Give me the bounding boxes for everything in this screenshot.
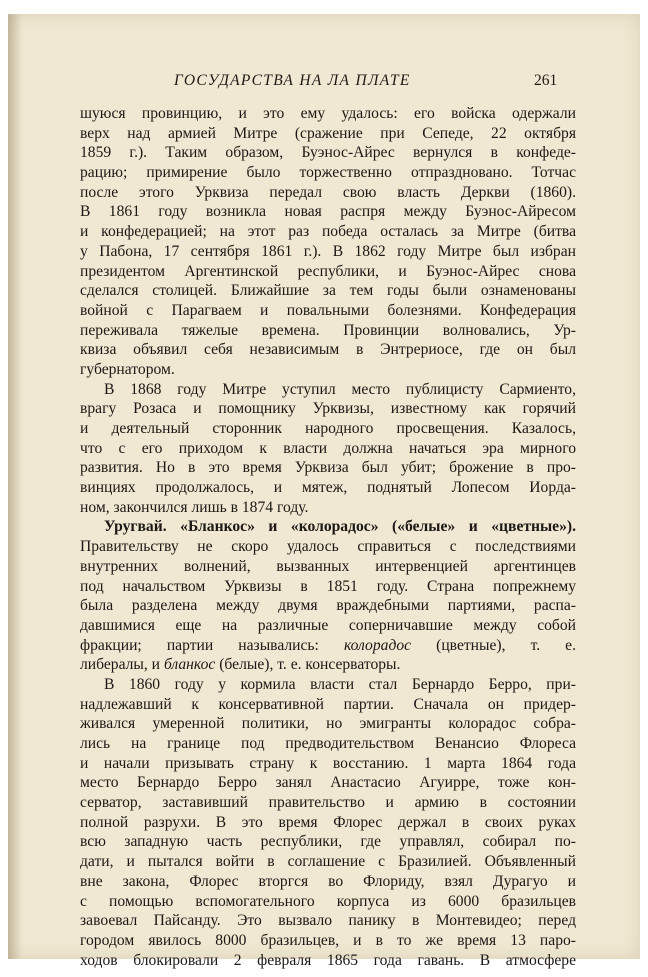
text-line: переживала тяжелые времена. Провинции волновались, Ур- bbox=[80, 321, 576, 339]
text-segment: (белые), т. е. консерваторы. bbox=[215, 656, 401, 674]
section-heading: Уругвай. «Бланкос» и «колорадос» («белые» и «цветные»). bbox=[104, 518, 576, 536]
text-line: врагу Розаса и помощнику Урквизы, известному как горячий bbox=[80, 400, 576, 418]
text-line: после этого Урквиза передал свою власть Деркви (1860). bbox=[80, 183, 576, 201]
text-line: надлежавший к консервативной партии. Сначала он придер- bbox=[80, 695, 576, 713]
italic-term: колорадос bbox=[343, 636, 412, 654]
text-segment: либералы, и bbox=[80, 656, 164, 674]
book-page bbox=[8, 14, 640, 969]
text-line: шуюся провинцию, и это ему удалось: его войска одержали bbox=[80, 105, 576, 122]
page-header bbox=[8, 72, 640, 96]
text-line: квиза объявил себя независимым в Энтрериосе, где он был bbox=[80, 341, 576, 359]
text-line: внутренних волнений, вызванных интервенцией аргентинцев bbox=[80, 557, 576, 575]
text-segment: (цветные), т. е. bbox=[411, 636, 577, 654]
text-segment: фракции; партии назывались: bbox=[80, 636, 344, 654]
running-title: ГОСУДАРСТВА НА ЛА ПЛАТЕ bbox=[174, 72, 411, 89]
text-line: серватор, заставивший правительство и армию в состоянии bbox=[80, 794, 576, 812]
text-line: сделался столицей. Ближайшие за тем годы были ознаменованы bbox=[80, 282, 576, 300]
text-line: дати, и пытался войти в соглашение с Бразилией. Объявленный bbox=[80, 853, 576, 871]
text-line: В 1861 году возникла новая распря между Буэнос-Айресом bbox=[80, 203, 576, 221]
text-line: давшимися еще на различные соперничавшие между собой bbox=[80, 616, 576, 634]
page-number: 261 bbox=[534, 72, 558, 89]
page-spine-shadow bbox=[8, 14, 22, 959]
text-line: и конфедерацией; на этот раз победа осталась за Митре (битва bbox=[80, 223, 576, 241]
text-line: полной разрухи. В это время Флорес держал в своих руках bbox=[80, 813, 576, 831]
text-line: завоевал Пайсанду. Это вызвало панику в Монтевидео; перед bbox=[80, 912, 576, 930]
text-line: всю западную часть республики, где управлял, собирал по- bbox=[80, 833, 576, 851]
text-line: под начальством Урквизы в 1851 году. Страна попрежнему bbox=[80, 577, 576, 595]
text-line: и деятельный сторонник народного просвещения. Казалось, bbox=[80, 420, 576, 437]
text-line: с помощью вспомогательного корпуса из 6000 бразильцев bbox=[80, 892, 576, 910]
text-line: вне закона, Флорес вторгся во Флориду, взял Дурагуо и bbox=[80, 872, 576, 890]
text-line: и начали призывать страну к восстанию. 1 марта 1864 года bbox=[80, 754, 576, 772]
text-line: ходов блокировали 2 февраля 1865 года гавань. В атмосфере bbox=[80, 951, 576, 969]
text-line: Правительству не скоро удалось справиться с последствиями bbox=[80, 538, 576, 556]
text-line bbox=[80, 636, 576, 656]
text-line: у Пабона, 17 сентября 1861 г.). В 1862 году Митре был избран bbox=[80, 242, 576, 260]
text-line: 1859 г.). Таким образом, Буэнос-Айрес вернулся в конфеде- bbox=[80, 144, 576, 162]
text-line: городом явилось 8000 бразильцев, и в то же время 13 паро- bbox=[80, 931, 576, 949]
text-line: что с его приходом к власти должна начаться эра мирного bbox=[80, 439, 576, 457]
text-line: живался умеренной политики, но эмигранты колорадос собра- bbox=[80, 715, 576, 733]
text-line bbox=[80, 655, 576, 675]
text-line: войной с Парагваем и повальными болезнями. Конфедерация bbox=[80, 301, 576, 319]
text-line: развития. Но в это время Урквиза был убит; брожение в про- bbox=[80, 459, 576, 477]
text-line: место Бернардо Берро занял Анастасио Агуирре, тоже кон- bbox=[80, 774, 576, 792]
text-line: В 1868 году Митре уступил место публицисту Сармиенто, bbox=[104, 380, 576, 398]
text-line: винциях продолжалось, и мятеж, поднятый Лопесом Иорда- bbox=[80, 479, 576, 497]
text-line: была разделена между двумя враждебными партиями, распа- bbox=[80, 597, 576, 615]
text-line: губернатором. bbox=[80, 360, 175, 378]
text-line: президентом Аргентинской республики, и Буэнос-Айрес снова bbox=[80, 262, 576, 280]
italic-term: бланкос bbox=[163, 656, 216, 674]
text-line: ном, закончился лишь в 1874 году. bbox=[80, 498, 309, 516]
text-line: В 1860 году у кормила власти стал Бернардо Берро, при- bbox=[104, 675, 576, 693]
text-line: лись на границе под предводительством Венансио Флореса bbox=[80, 735, 576, 752]
text-line: рацию; примирение было торжественно отпраздновано. Тотчас bbox=[80, 164, 576, 182]
text-line: верх над армией Митре (сражение при Сепеде, 22 октября bbox=[80, 124, 576, 142]
body-text bbox=[80, 104, 576, 970]
